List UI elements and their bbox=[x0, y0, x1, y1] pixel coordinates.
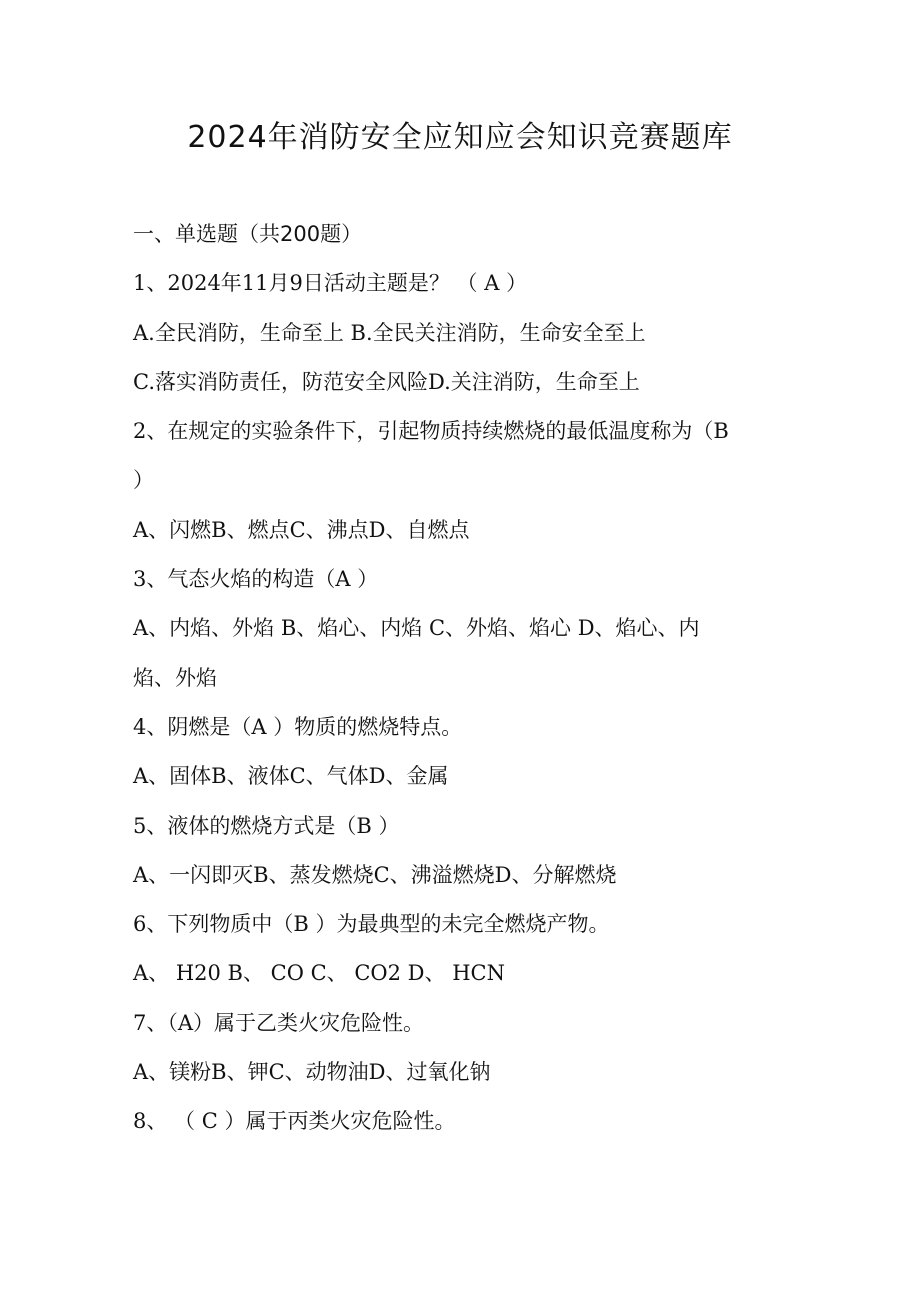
question-4: 4、阴燃是（A ）物质的燃烧特点。 bbox=[133, 714, 463, 739]
question-4-options: A、固体B、液体C、气体D、金属 bbox=[133, 764, 449, 789]
question-1: 1、2024年11月9日活动主题是？ （ A ） bbox=[133, 271, 528, 296]
question-2-continuation: ） bbox=[133, 468, 154, 493]
question-1-options-cd: C.落实消防责任，防范安全风险D.关注消防，生命至上 bbox=[133, 369, 640, 394]
question-7-options: A、镁粉B、钾C、动物油D、过氧化钠 bbox=[133, 1060, 491, 1085]
question-2-options: A、闪燃B、燃点C、沸点D、自燃点 bbox=[133, 517, 470, 542]
document-title: 2024年消防安全应知应会知识竞赛题库 bbox=[187, 120, 733, 155]
question-3-options-continuation: 焰、外焰 bbox=[133, 665, 217, 690]
question-1-options-ab: A.全民消防，生命至上 B.全民关注消防，生命安全至上 bbox=[133, 320, 646, 345]
question-5: 5、液体的燃烧方式是（B ） bbox=[133, 813, 400, 838]
question-6-options: A、 H20 B、 CO C、 CO2 D、 HCN bbox=[133, 961, 505, 986]
question-8: 8、 （ C ）属于丙类火灾危险性。 bbox=[133, 1109, 456, 1134]
question-3-options: A、内焰、外焰 B、焰心、内焰 C、外焰、焰心 D、焰心、内 bbox=[133, 616, 700, 641]
question-2: 2、在规定的实验条件下，引起物质持续燃烧的最低温度称为（B bbox=[133, 419, 729, 444]
question-7: 7、（A）属于乙类火灾危险性。 bbox=[133, 1010, 425, 1035]
question-5-options: A、一闪即灭B、蒸发燃烧C、沸溢燃烧D、分解燃烧 bbox=[133, 862, 617, 887]
section-heading: 一、单选题（共200题） bbox=[133, 222, 363, 246]
question-6: 6、下列物质中（B ）为最典型的未完全燃烧产物。 bbox=[133, 912, 610, 937]
question-3: 3、气态火焰的构造（A ） bbox=[133, 567, 379, 592]
question-list bbox=[133, 210, 793, 1147]
